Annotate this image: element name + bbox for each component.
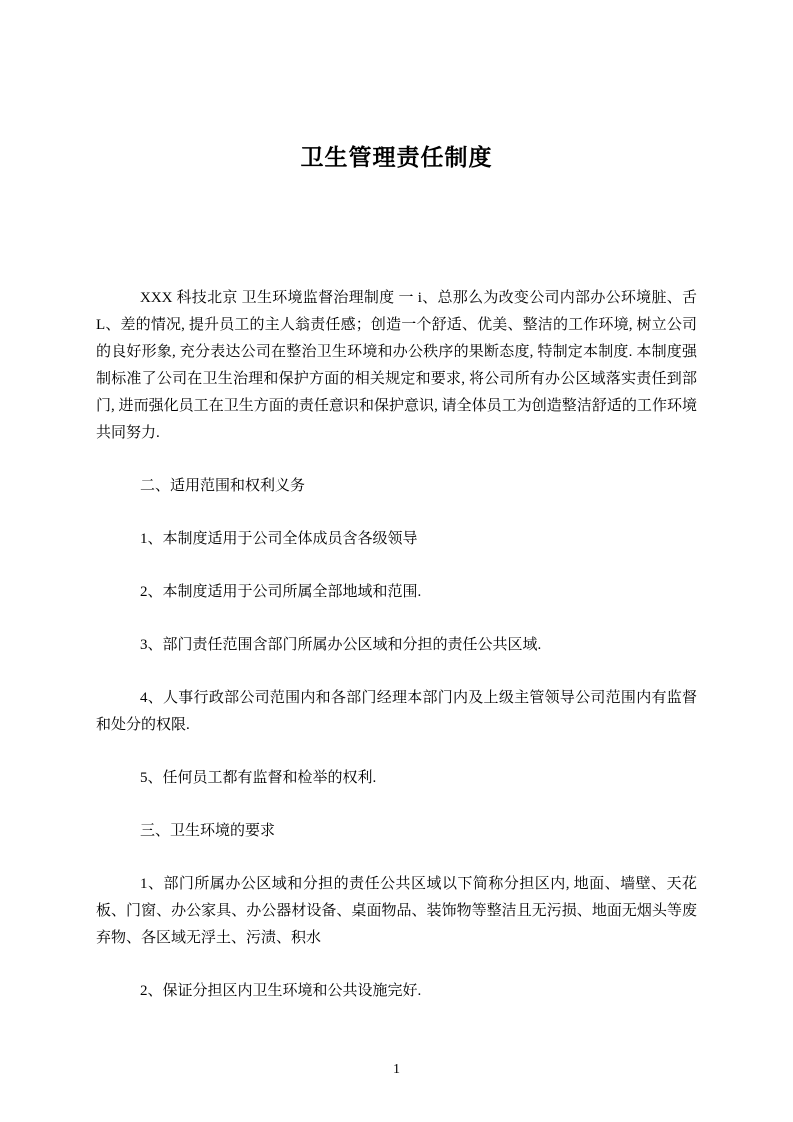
section-heading-scope: 二、适用范围和权利义务 <box>140 477 306 494</box>
page-footer <box>0 1060 793 1078</box>
document-title: 卫生管理责任制度 <box>300 144 493 170</box>
scope-item-4: 4、人事行政部公司范围内和各部门经理本部门内及上级主管领导公司范围内有监督和处分的权限. <box>96 689 697 733</box>
section-heading-hygiene-requirements: 三、卫生环境的要求 <box>140 822 276 839</box>
scope-item-3: 3、部门责任范围含部门所属办公区域和分担的责任公共区域. <box>140 636 542 653</box>
paragraph-intro: XXX 科技北京 卫生环境监督治理制度 一 i、总那么为改变公司内部办公环境脏、舌 L、差的情况, 提升员工的主人翁责任感；创造一个舒适、优美、整洁的工作环境, 树立公司的良好形象, 充分表达公司在整治卫生环境和办公秩序的果断态度, 特制定本制度. 本制度强制标准了公司在卫生治理和保护方面的相关规定和要求, 将公司所有办公区域落实责任到部门, 进而强化员工在卫生方面的责任意识和保护意识, 请全体员工为创造整洁舒适的工作环境共同努力. <box>96 289 697 441</box>
hygiene-item-2: 2、保证分担区内卫生环境和公共设施完好. <box>140 982 422 999</box>
scope-item-2: 2、本制度适用于公司所属全部地域和范围. <box>140 583 422 600</box>
hygiene-item-1: 1、部门所属办公区域和分担的责任公共区域以下简称分担区内, 地面、墙壁、天花板、门窗、办公家具、办公器材设备、桌面物品、装饰物等整洁且无污损、地面无烟头等废弃物、各区域无浮土、污渍、积水 <box>96 875 697 946</box>
page-number: 1 <box>393 1062 400 1077</box>
scope-item-1: 1、本制度适用于公司全体成员含各级领导 <box>140 530 418 547</box>
scope-item-5: 5、任何员工都有监督和检举的权利. <box>140 769 377 786</box>
